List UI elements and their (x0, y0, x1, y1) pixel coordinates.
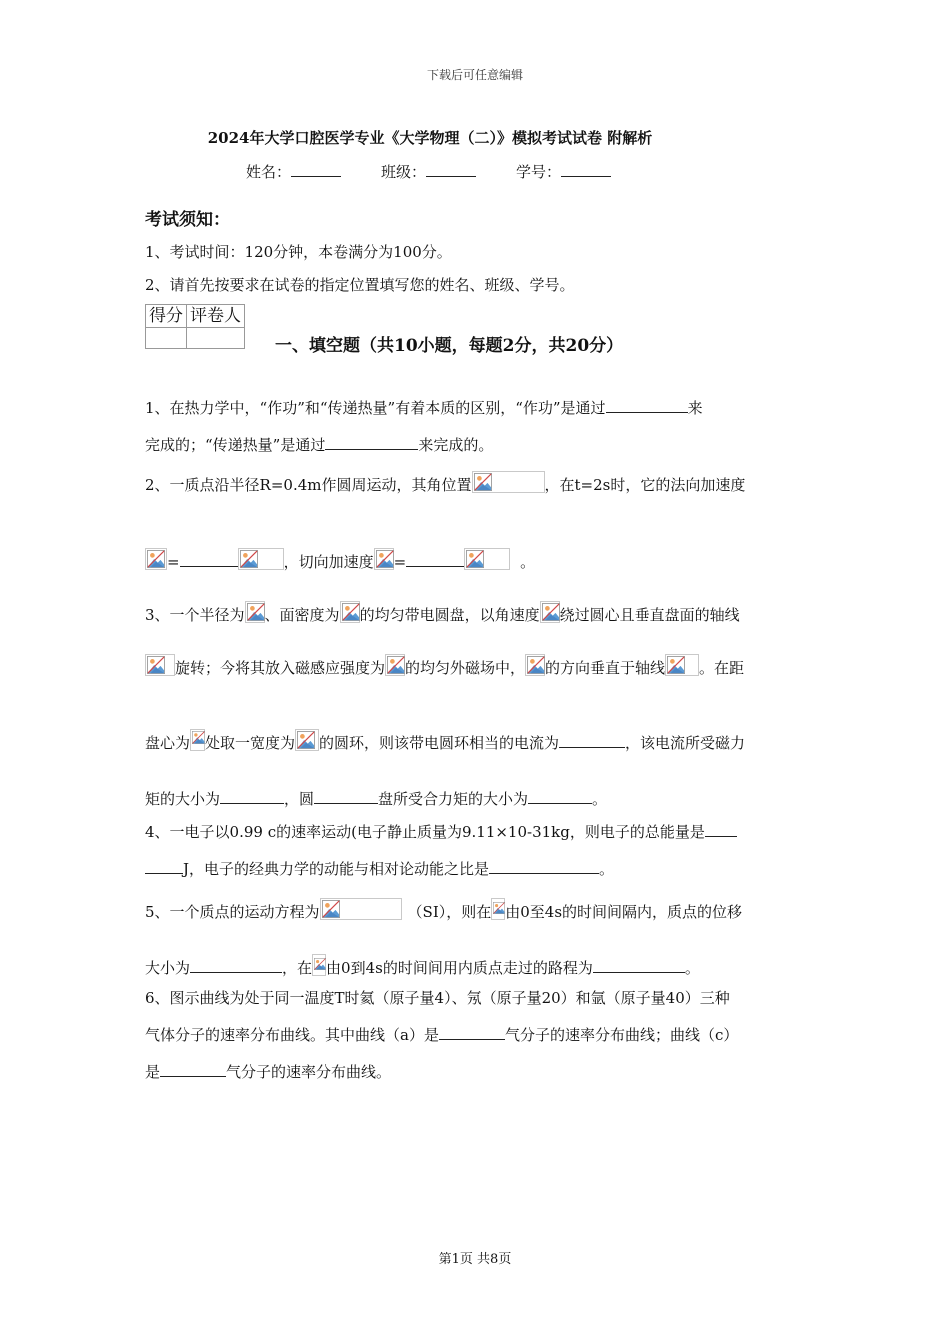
broken-image-icon (491, 898, 505, 920)
id-label: 学号： (516, 163, 562, 181)
q1-blank-1[interactable] (606, 411, 688, 413)
broken-image-icon (385, 654, 405, 676)
q4-blank-2[interactable] (489, 872, 599, 874)
q1-line-2: 完成的；“传递热量”是通过 来完成的。 (145, 436, 494, 454)
broken-image-icon (464, 548, 510, 570)
broken-image-icon (472, 471, 545, 493)
broken-image-icon (320, 898, 402, 920)
q6-line-3: 是 气分子的速率分布曲线。 (145, 1063, 392, 1081)
q3-line-4: 矩的大小为 ，圆 盘所受合力矩的大小为 。 (145, 790, 608, 808)
section-heading: 一、填空题（共10小题，每题2分，共20分） (275, 336, 624, 356)
notice-item-1: 1、考试时间：120分钟，本卷满分为100分。 (145, 243, 452, 261)
q3-blank-1[interactable] (559, 746, 625, 748)
q5-line-1: 5、一个质点的运动方程为 （SI），则在 由0至4s的时间间隔内，质点的位移 (145, 898, 742, 922)
score-header: 得分 (146, 305, 187, 328)
q4-blank-1a[interactable] (705, 835, 737, 837)
broken-image-icon (295, 729, 319, 751)
student-fields (246, 161, 611, 182)
q3-blank-2[interactable] (220, 802, 284, 804)
broken-image-icon (190, 729, 205, 751)
q3-line-2: 旋转；今将其放入磁感应强度为 的均匀外磁场中， 的方向垂直于轴线 。在距 (145, 654, 744, 678)
notice-item-2: 2、请首先按要求在试卷的指定位置填写您的姓名、班级、学号。 (145, 276, 575, 294)
id-blank[interactable] (561, 175, 611, 177)
class-label: 班级： (381, 163, 427, 181)
q3-line-1: 3、一个半径为 、面密度为 的均匀带电圆盘，以角速度 绕过圆心且垂直盘面的轴线 (145, 601, 740, 625)
q6-line-1: 6、图示曲线为处于同一温度T时氦（原子量4）、氖（原子量20）和氩（原子量40）三种 (145, 989, 730, 1007)
q2-line-1: 2、一质点沿半径R=0.4m作圆周运动，其角位置 ，在t=2s时，它的法向加速度 (145, 471, 745, 495)
score-cell[interactable] (146, 328, 187, 349)
broken-image-icon (340, 601, 360, 623)
q6-line-2: 气体分子的速率分布曲线。其中曲线（a）是 气分子的速率分布曲线；曲线（c） (145, 1026, 739, 1044)
notice-heading: 考试须知： (145, 210, 230, 230)
q5-blank-1[interactable] (190, 971, 282, 973)
name-blank[interactable] (291, 175, 341, 177)
q4-line-1: 4、一电子以0.99 c的速率运动(电子静止质量为9.11×10-31kg，则电子的总能量是 (145, 821, 737, 842)
q6-blank-2[interactable] (160, 1075, 226, 1077)
broken-image-icon (525, 654, 545, 676)
q4-blank-1b[interactable] (145, 872, 183, 874)
header-note: 下载后可任意编辑 (426, 68, 523, 82)
q2-blank-2[interactable] (406, 565, 464, 567)
grader-header: 评卷人 (187, 305, 245, 328)
name-label: 姓名： (246, 163, 292, 181)
broken-image-icon (374, 548, 394, 570)
q2-blank-1[interactable] (180, 565, 238, 567)
broken-image-icon (540, 601, 560, 623)
page-footer: 第1页 共8页 (438, 1252, 512, 1267)
broken-image-icon (145, 548, 167, 570)
broken-image-icon (245, 601, 265, 623)
q3-blank-3[interactable] (314, 802, 378, 804)
q5-blank-2[interactable] (593, 971, 685, 973)
q2-line-2: = ，切向加速度 = 。 (145, 548, 535, 572)
broken-image-icon (665, 654, 699, 676)
q6-blank-1[interactable] (439, 1038, 505, 1040)
q3-blank-4[interactable] (528, 802, 592, 804)
grader-cell[interactable] (187, 328, 245, 349)
q1-blank-2[interactable] (325, 448, 418, 450)
broken-image-icon (238, 548, 284, 570)
q3-line-3: 盘心为 处取一宽度为 的圆环，则该带电圆环相当的电流为 ，该电流所受磁力 (145, 729, 745, 753)
q1-line-1: 1、在热力学中，“作功”和“传递热量”有着本质的区别，“作功”是通过 来 (145, 399, 703, 417)
q5-line-2: 大小为 ，在 由0到4s的时间间用内质点走过的路程为 。 (145, 954, 700, 978)
broken-image-icon (145, 654, 175, 676)
class-blank[interactable] (426, 175, 476, 177)
page-title: 2024年大学口腔医学专业《大学物理（二）》模拟考试试卷 附解析 (207, 129, 653, 147)
q4-line-2: J，电子的经典力学的动能与相对论动能之比是 。 (145, 858, 614, 879)
broken-image-icon (312, 954, 326, 976)
score-table (145, 304, 245, 349)
